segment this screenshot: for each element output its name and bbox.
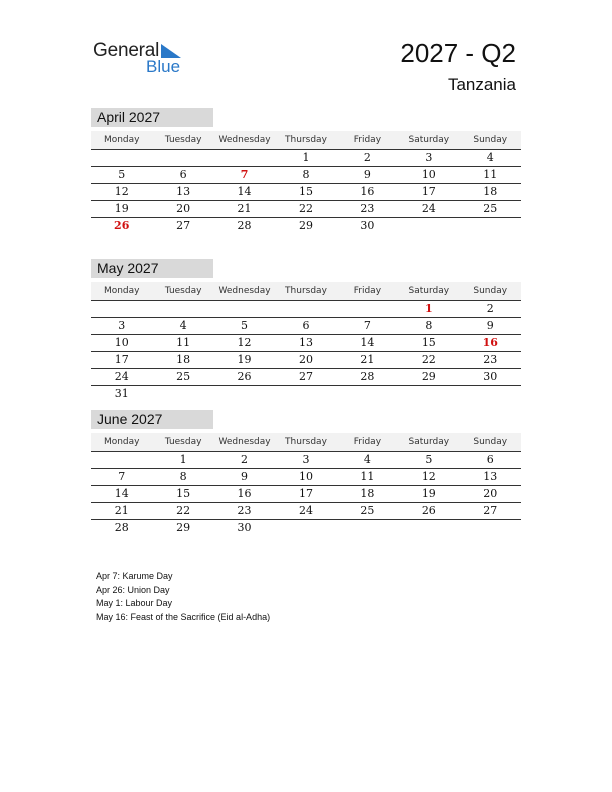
week-row (91, 386, 521, 402)
weekday-label: Monday (103, 286, 140, 296)
day-cell: 15 (421, 336, 436, 349)
logo (93, 40, 193, 80)
week-row (91, 452, 521, 469)
day-cell: 9 (486, 319, 494, 332)
day-cell: 20 (176, 202, 191, 215)
day-cell: 11 (176, 336, 191, 349)
day-cell: 9 (241, 470, 249, 483)
day-cell: 13 (483, 470, 498, 483)
day-cell: 15 (176, 487, 191, 500)
week-row (91, 184, 521, 201)
logo-general-text: General (93, 40, 160, 61)
day-cell: 22 (298, 202, 313, 215)
day-cell (337, 520, 398, 536)
day-cell: 6 (179, 168, 187, 181)
day-cell (398, 218, 459, 234)
holiday-note: May 1: Labour Day (96, 598, 173, 608)
weekday-label: Friday (353, 286, 382, 296)
day-cell: 21 (360, 353, 375, 366)
day-cell: 28 (237, 219, 252, 232)
day-cell: 15 (298, 185, 313, 198)
day-cell: 25 (360, 504, 375, 517)
day-cell: 19 (421, 487, 436, 500)
week-row (91, 486, 521, 503)
day-cell: 8 (425, 319, 433, 332)
holiday-note: May 16: Feast of the Sacrifice (Eid al-Adha) (96, 611, 271, 622)
day-cell: 10 (421, 168, 436, 181)
day-cell: 14 (114, 487, 129, 500)
weekday-label: Saturday (408, 437, 450, 447)
day-cell: 4 (179, 319, 187, 332)
day-cell: 3 (425, 151, 433, 164)
weekday-label: Saturday (408, 135, 450, 145)
day-cell (152, 150, 213, 166)
day-cell: 23 (483, 353, 498, 366)
day-cell: 7 (118, 470, 126, 483)
day-cell: 10 (114, 336, 129, 349)
weekday-label: Wednesday (218, 437, 271, 447)
day-cell: 1 (424, 302, 433, 315)
day-cell (152, 301, 213, 317)
day-cell: 19 (237, 353, 252, 366)
weekday-header-row (91, 433, 521, 452)
week-row (91, 520, 521, 536)
week-row (91, 335, 521, 352)
weekday-label: Thursday (285, 437, 327, 447)
day-cell: 5 (425, 453, 433, 466)
day-cell: 1 (302, 151, 310, 164)
day-cell: 2 (363, 151, 371, 164)
day-cell: 6 (486, 453, 494, 466)
weekday-label: Thursday (285, 135, 327, 145)
day-cell: 22 (421, 353, 436, 366)
day-cell: 2 (241, 453, 249, 466)
day-cell (91, 452, 152, 468)
week-row (91, 469, 521, 486)
day-cell: 7 (363, 319, 371, 332)
day-cell: 16 (237, 487, 252, 500)
day-cell: 26 (237, 370, 252, 383)
day-cell: 23 (237, 504, 252, 517)
logo-triangle-icon (161, 44, 181, 58)
day-cell: 2 (486, 302, 494, 315)
month-title: April 2027 (91, 108, 213, 127)
day-cell: 24 (114, 370, 129, 383)
day-cell: 27 (483, 504, 498, 517)
weekday-label: Tuesday (164, 286, 202, 296)
day-cell: 9 (363, 168, 371, 181)
day-cell: 14 (360, 336, 375, 349)
logo-blue-text: Blue (146, 57, 181, 76)
week-row (91, 218, 521, 234)
day-cell: 28 (114, 521, 129, 534)
day-cell: 31 (114, 387, 129, 400)
weekday-label: Sunday (473, 437, 508, 447)
day-cell (91, 150, 152, 166)
day-cell: 17 (421, 185, 436, 198)
week-row (91, 150, 521, 167)
day-cell (460, 218, 521, 234)
day-cell: 29 (176, 521, 191, 534)
weekday-label: Friday (353, 437, 382, 447)
day-cell (398, 386, 459, 402)
month-title: May 2027 (91, 259, 213, 278)
day-cell: 3 (302, 453, 310, 466)
day-cell: 8 (302, 168, 310, 181)
day-cell: 27 (176, 219, 191, 232)
day-cell: 22 (176, 504, 191, 517)
day-cell: 27 (298, 370, 313, 383)
day-cell: 5 (118, 168, 126, 181)
day-cell (275, 520, 336, 536)
month-june (91, 410, 521, 536)
weekday-label: Monday (103, 437, 140, 447)
day-cell (460, 386, 521, 402)
week-row (91, 301, 521, 318)
week-row (91, 167, 521, 184)
day-cell: 24 (298, 504, 313, 517)
weekday-label: Wednesday (218, 135, 271, 145)
day-cell: 26 (114, 219, 130, 232)
day-cell: 25 (176, 370, 191, 383)
day-cell: 16 (482, 336, 498, 349)
day-cell (214, 386, 275, 402)
day-cell: 28 (360, 370, 375, 383)
day-cell: 24 (421, 202, 436, 215)
day-cell: 12 (114, 185, 129, 198)
weekday-label: Thursday (285, 286, 327, 296)
day-cell: 16 (360, 185, 375, 198)
day-cell: 10 (298, 470, 313, 483)
day-cell: 11 (483, 168, 498, 181)
day-cell: 5 (241, 319, 249, 332)
day-cell: 30 (237, 521, 252, 534)
day-cell: 19 (114, 202, 129, 215)
holiday-notes (96, 570, 270, 624)
day-cell (275, 301, 336, 317)
weekday-header-row (91, 282, 521, 301)
day-cell: 11 (360, 470, 375, 483)
month-may (91, 259, 521, 402)
day-cell (275, 386, 336, 402)
day-cell: 3 (118, 319, 126, 332)
day-cell: 12 (237, 336, 252, 349)
day-cell (460, 520, 521, 536)
day-cell: 23 (360, 202, 375, 215)
day-cell: 18 (360, 487, 375, 500)
day-cell: 21 (114, 504, 129, 517)
weekday-label: Sunday (473, 135, 508, 145)
holiday-note: Apr 26: Union Day (96, 584, 170, 595)
holiday-note: Apr 7: Karume Day (96, 571, 173, 581)
week-row (91, 352, 521, 369)
week-row (91, 503, 521, 520)
day-cell: 4 (363, 453, 371, 466)
day-cell: 29 (298, 219, 313, 232)
day-cell: 30 (483, 370, 498, 383)
day-cell: 29 (421, 370, 436, 383)
day-cell (91, 301, 152, 317)
day-cell (152, 386, 213, 402)
day-cell: 18 (176, 353, 191, 366)
day-cell: 13 (298, 336, 313, 349)
week-row (91, 369, 521, 386)
day-cell: 20 (298, 353, 313, 366)
day-cell: 4 (486, 151, 494, 164)
day-cell: 17 (114, 353, 129, 366)
page-title: 2027 - Q2 (400, 38, 516, 68)
day-cell: 17 (298, 487, 313, 500)
day-cell: 7 (240, 168, 249, 181)
week-row (91, 201, 521, 218)
day-cell: 13 (176, 185, 191, 198)
day-cell: 26 (421, 504, 436, 517)
day-cell: 20 (483, 487, 498, 500)
day-cell: 18 (483, 185, 498, 198)
day-cell: 8 (179, 470, 187, 483)
day-cell: 30 (360, 219, 375, 232)
day-cell: 14 (237, 185, 252, 198)
day-cell (398, 520, 459, 536)
day-cell: 1 (179, 453, 187, 466)
day-cell: 25 (483, 202, 498, 215)
country-name: Tanzania (447, 75, 516, 94)
weekday-label: Friday (353, 135, 382, 145)
day-cell: 12 (421, 470, 436, 483)
month-april (91, 108, 521, 234)
week-row (91, 318, 521, 335)
day-cell (214, 301, 275, 317)
weekday-label: Wednesday (218, 286, 271, 296)
day-cell: 21 (237, 202, 252, 215)
day-cell (337, 301, 398, 317)
weekday-label: Monday (103, 135, 140, 145)
weekday-label: Tuesday (164, 135, 202, 145)
weekday-header-row (91, 131, 521, 150)
day-cell: 6 (302, 319, 310, 332)
weekday-label: Saturday (408, 286, 450, 296)
day-cell (214, 150, 275, 166)
weekday-label: Sunday (473, 286, 508, 296)
month-title: June 2027 (91, 410, 213, 429)
day-cell (337, 386, 398, 402)
weekday-label: Tuesday (164, 437, 202, 447)
